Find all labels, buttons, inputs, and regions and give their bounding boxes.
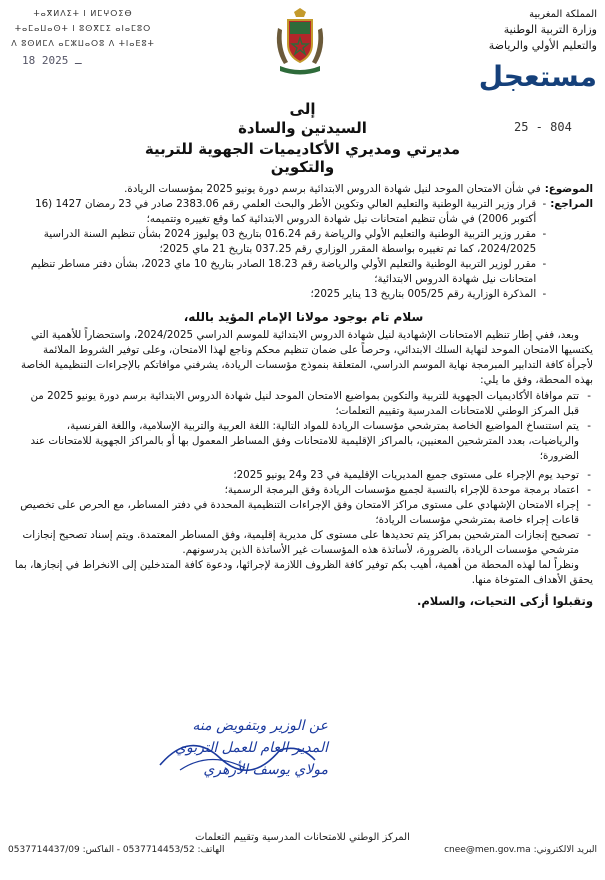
subject-text: في شأن الامتحان الموحد لنيل شهادة الدروس الابتدائية برسم دورة يونيو 2025 بمؤسسات الريادة. (124, 183, 541, 195)
coat-of-arms-icon (272, 8, 328, 76)
tifinagh-line: ⴷ ⵓⵙⵍⵎⴷ ⴰⵎⵣⵡⴰⵔⵓ ⴷ ⵜⵏⴰⴹⵓⵜ (11, 39, 155, 48)
references-label: المراجع: (550, 198, 593, 210)
intro-paragraph: وبعد، ففي إطار تنظيم الامتحانات الإشهادية لنيل شهادة الدروس الابتدائية للموسم الدراسي 2024/2025، واستحضاراً للأهمية التي يكتسيها الامتحان الموحد لنهاية السلك الابتدائي، وحرصاً على ضمان تنظيم محكم وناجع لهذا الامتحان، وعلى توفير الشروط الملائمة لأجرأة كافة التدابير المبرمجة نهاية الموسم الدراسي، المتعلقة بنموذج مؤسسات الريادة، يشرفني موافاتكم بالإجراءات التنظيمية الخاصة بهذه المحطة، وفق ما يلي: (20, 329, 593, 386)
signature-title: المدير العام للعمل التربوي (175, 740, 328, 756)
measures-list-2 (14, 468, 593, 558)
footer-email: البريد الالكتروني: cnee@men.gov.ma (444, 845, 597, 855)
addressee-salutation: السيدتين والسادة (238, 119, 367, 137)
measure-item: - إجراء الامتحان الإشهادي على مستوى مراكز الامتحان وفق الإجراءات التنظيمية المحددة في دفتر المساطر، مع الحرص على تخصيص قاعات إجراء خاصة بمترشحي مؤسسات الريادة؛ (14, 498, 593, 528)
reference-item: - مقرر لوزير التربية الوطنية والتعليم الأولي والرياضة رقم 18.23 الصادر بتاريخ 10 ماي 2023، بشأن دفتر مساطر تنظيم امتحانات نيل شهادة الدروس الابتدائية؛ (14, 257, 546, 287)
tifinagh-header (8, 6, 158, 51)
ministry-header (397, 8, 597, 54)
closing-line: وتقبلوا أزكى التحيات، والسلام. (417, 594, 593, 608)
footer-contact-row (8, 845, 597, 855)
signature-delegation: عن الوزير وبتفويض منه (192, 718, 328, 734)
reference-item: - المذكرة الوزارية رقم 005/25 بتاريخ 13 يناير 2025؛ (14, 287, 546, 302)
urgent-stamp: مستعجل (478, 60, 597, 93)
measure-item: - اعتماد برمجة موحدة للإجراء بالنسبة لجميع مؤسسات الريادة وفق البرمجة الرسمية؛ (14, 483, 593, 498)
references-list (14, 197, 546, 302)
reference-number: 25 - 804 (514, 120, 572, 134)
tifinagh-line: ⵜⴰⴳⵍⴷⵉⵜ ⵏ ⵍⵎⵖⵔⵉⴱ (33, 9, 133, 18)
measure-item: - تصحيح إنجازات المترشحين بمراكز يتم تحديدها على مستوى كل مديرية إقليمية، وفق المساطر المعتمدة. ويتم إسناد تصحيح إنجازات مترشحي مؤسسات الريادة، بالضرورة، لأساتذة هذه المؤسسات غير الأساتذة الذين يدرسونهم. (14, 528, 593, 558)
footer-center-name: المركز الوطني للامتحانات المدرسية وتقييم التعلمات (195, 832, 410, 843)
ministry-name-cont: والتعليم الأولي والرياضة (488, 39, 597, 52)
reference-item: - قرار وزير التربية الوطنية والتعليم العالي وتكوين الأطر والبحث العلمي رقم 2383.06 صادر في 23 رمضان 1427 (16 أكتوبر 2006) في شأن تنظيم امتحانات نيل شهادة الدروس الابتدائية كما وقع تغييره وتتميمه؛ (14, 197, 546, 227)
signature-name: مولاي يوسف الأزهري (203, 762, 328, 778)
subject-label: الموضوع: (544, 183, 593, 195)
addressee-recipients: مديرتي ومديري الأكاديميات الجهوية للتربية والتكوين (144, 140, 461, 176)
measure-item: - تتم موافاة الأكاديميات الجهوية للتربية والتكوين بمواضيع الامتحان الموحد لنيل شهادة الدروس الابتدائية برسم دورة يونيو 2025 من قبل المركز الوطني للامتحانات المدرسية وتقييم التعلمات؛ (14, 389, 593, 419)
addressee-to: إلى (289, 100, 316, 118)
footer-phone: الهاتف: 0537714453/52 - الفاكس: 0537714437/09 (8, 845, 225, 855)
tifinagh-line: ⵜⴰⵎⴰⵡⴰⵙⵜ ⵏ ⵓⵙⴳⵎⵉ ⴰⵏⴰⵎⵓⵔ (14, 24, 152, 33)
letter-body (14, 182, 593, 609)
measures-list-1 (14, 389, 593, 464)
ministry-name: وزارة التربية الوطنية (503, 23, 597, 36)
kingdom-name: المملكة المغربية (529, 9, 597, 20)
measure-item: - توحيد يوم الإجراء على مستوى جميع المديريات الإقليمية في 23 و24 يونيو 2025؛ (14, 468, 593, 483)
date-stamp: 18 ـ 2025 (22, 54, 82, 67)
conclusion-paragraph: ونظراً لما لهذه المحطة من أهمية، أهيب بكم توفير كافة الظروف اللازمة لإجرائها، ودعوة كافة المتدخلين إلى الانخراط في إنجازها، بما يحقق الأهداف المتوخاة منها. (14, 559, 593, 586)
measure-item: - يتم استنساخ المواضيع الخاصة بمترشحي مؤسسات الريادة للمواد التالية: اللغة العربية والتربية الإسلامية، واللغة الفرنسية، والرياضيات، بعدد المترشحين المعنيين، بالمراكز الإقليمية للامتحانات وفق المساطر المعمول بها أو بالمراكز الجهوية للامتحانات عند الضرورة؛ (14, 419, 593, 464)
subject-row (14, 182, 593, 197)
references-row (14, 197, 593, 302)
greeting: سلام تام بوجود مولانا الإمام المؤيد بالله، (183, 310, 424, 324)
reference-item: - مقرر وزير التربية الوطنية والتعليم الأولي والرياضة رقم 016.24 بتاريخ 03 يوليوز 2024 بشأن تنظيم السنة الدراسية 2024/2025، كما تم تغييره بواسطة المقرر الوزاري رقم 037.25 بتاريخ 21 ماي 2025؛ (14, 227, 546, 257)
signature-block (108, 715, 328, 781)
footer (8, 832, 597, 855)
